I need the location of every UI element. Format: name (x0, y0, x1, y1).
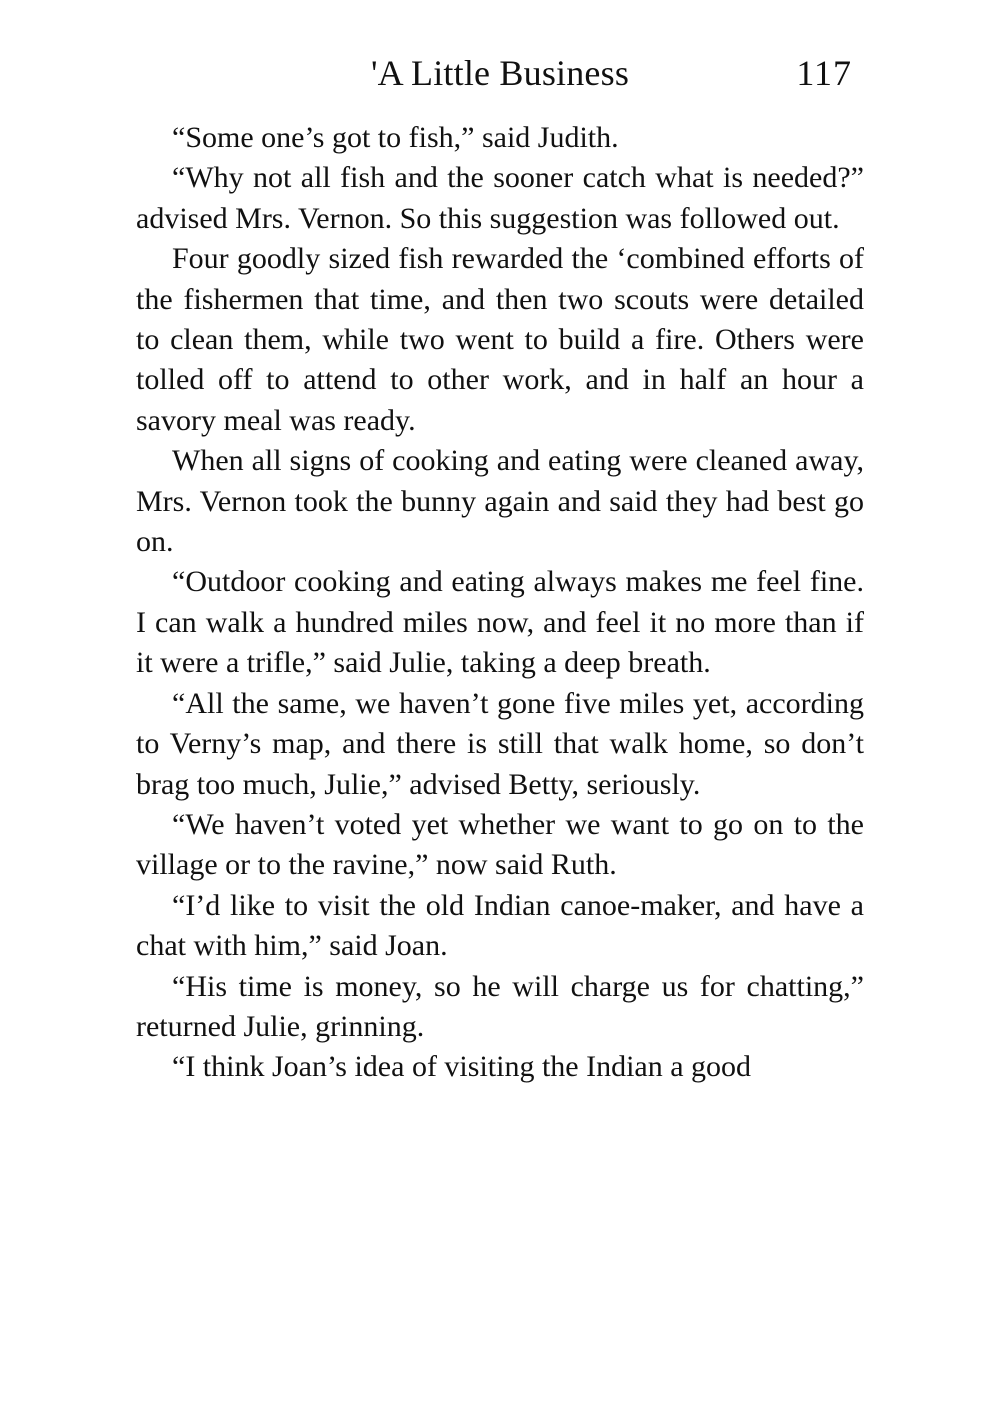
paragraph: “His time is money, so he will charge us for chatting,” returned Julie, grinning. (136, 969, 864, 1043)
paragraph: When all signs of cooking and eating were cleaned away, Mrs. Vernon took the bunny again and said they had best go on. (136, 444, 864, 559)
paragraph: “I’d like to visit the old Indian canoe-maker, and have a chat with him,” said Joan. (136, 888, 864, 963)
page-header (136, 48, 864, 98)
paragraph: “Why not all fish and the sooner catch what is needed?” advised Mrs. Vernon. So this suggestion was followed out. (136, 161, 864, 235)
paragraph: Four goodly sized fish rewarded the ‘combined efforts of the fishermen that time, and then two scouts were detailed to clean them, while two went to build a fire. Others were tolled off to attend to other work, and in half an hour a savory meal was ready. (136, 242, 864, 437)
paragraph: “All the same, we haven’t gone five miles yet, according to Verny’s map, and there is still that walk home, so don’t brag too much, Julie,” advised Betty, seriously. (136, 686, 864, 801)
body-text (136, 118, 864, 1088)
paragraph: “I think Joan’s idea of visiting the Indian a good (172, 1050, 752, 1084)
page-number: 117 (796, 53, 852, 93)
paragraph: “Outdoor cooking and eating always makes me feel fine. I can walk a hundred miles now, and feel it no more than if it were a trifle,” said Julie, taking a deep breath. (136, 565, 864, 680)
paragraph: “We haven’t voted yet whether we want to go on to the village or to the ravine,” now said Ruth. (136, 807, 864, 882)
running-title: 'A Little Business (370, 53, 630, 93)
paragraph: “Some one’s got to fish,” said Judith. (172, 121, 619, 154)
